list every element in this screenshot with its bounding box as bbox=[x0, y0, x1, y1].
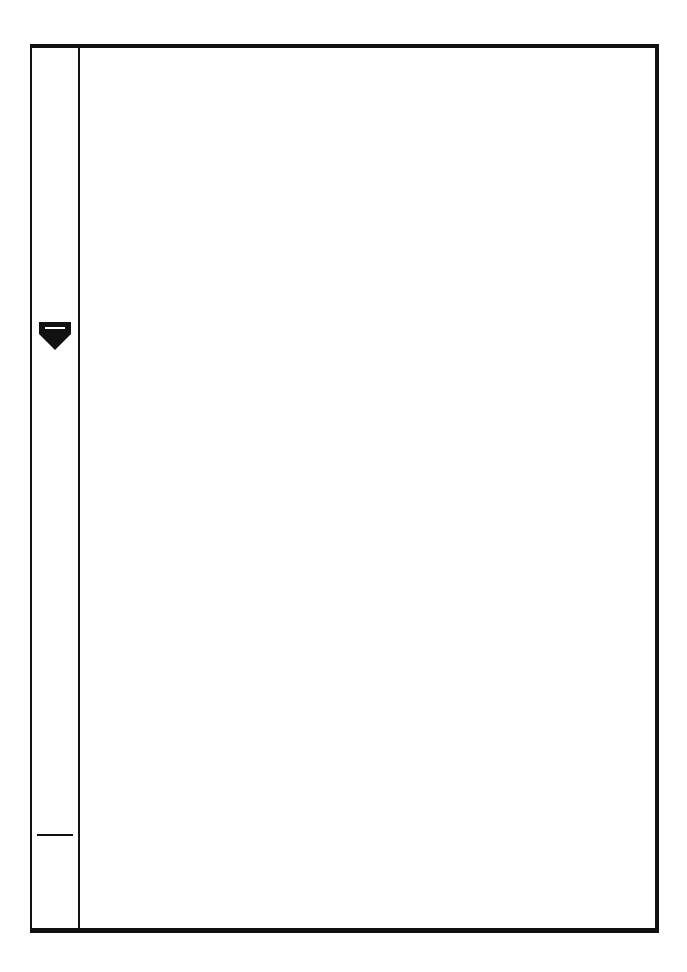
bottom-border bbox=[30, 928, 659, 933]
page-gutter bbox=[33, 48, 77, 928]
left-border bbox=[30, 44, 32, 933]
fish-tail-mark-icon bbox=[37, 320, 73, 356]
gutter-divider bbox=[78, 44, 80, 933]
top-border bbox=[30, 44, 659, 48]
page-number-rule bbox=[37, 834, 73, 836]
right-border bbox=[655, 44, 659, 933]
